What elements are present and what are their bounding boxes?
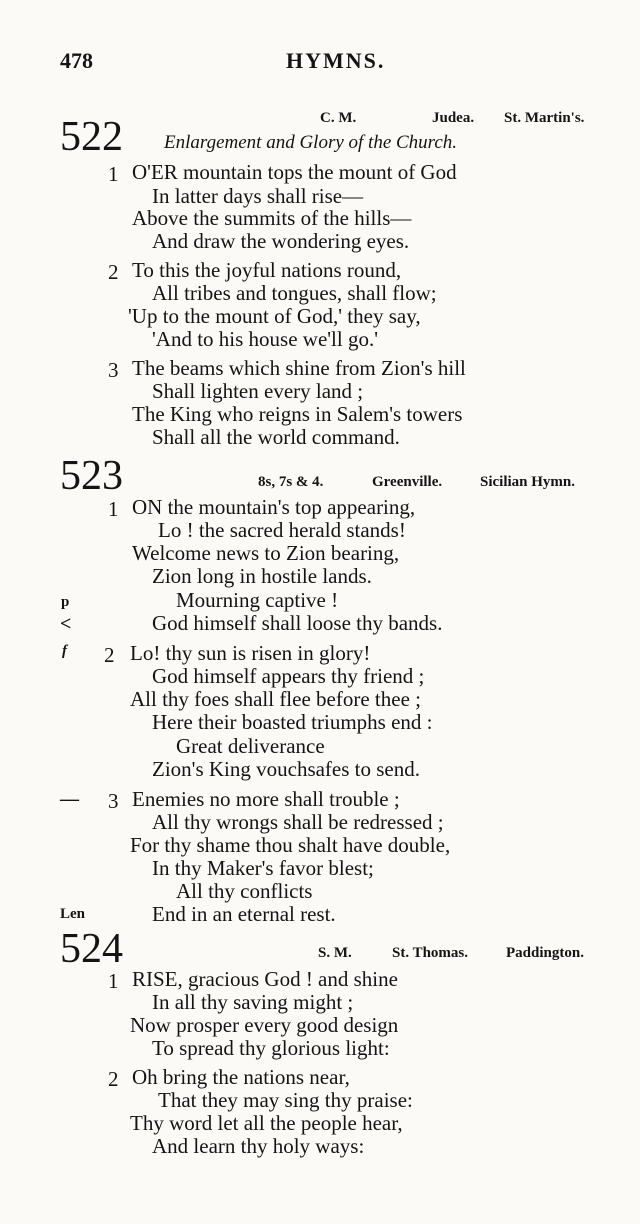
verse-line: Shall lighten every land ; xyxy=(152,379,364,403)
verse-line: Lo ! the sacred herald stands! xyxy=(158,518,406,542)
stanza-number: 2 xyxy=(108,1067,119,1091)
verse-line: All tribes and tongues, shall flow; xyxy=(152,281,437,305)
verse-line: Zion's King vouchsafes to send. xyxy=(152,757,420,781)
hymn-number-522: 522 xyxy=(60,114,123,160)
verse-line: All thy wrongs shall be redressed ; xyxy=(152,810,444,834)
dynamic-mark-dash: — xyxy=(60,789,79,810)
hymn-524-tune-1: St. Thomas. xyxy=(392,945,468,961)
verse-line: Mourning captive ! xyxy=(176,588,339,612)
hymn-524-meter: S. M. xyxy=(318,945,352,961)
hymn-522-tune-2: St. Martin's. xyxy=(504,110,585,126)
dynamic-mark-forte: f xyxy=(62,643,67,659)
verse-line: Great deliverance xyxy=(176,734,325,758)
hymn-522-subtitle: Enlargement and Glory of the Church. xyxy=(164,132,458,153)
stanza-number: 1 xyxy=(108,969,119,993)
verse-line: All thy conflicts xyxy=(176,879,313,903)
hymn-522-meter: C. M. xyxy=(320,110,357,126)
verse-line: Above the summits of the hills— xyxy=(132,206,412,230)
hymn-523-tune-2: Sicilian Hymn. xyxy=(480,474,576,490)
verse-line: Lo! thy sun is risen in glory! xyxy=(130,641,371,665)
verse-line: Welcome news to Zion bearing, xyxy=(132,541,400,565)
hymn-number-524: 524 xyxy=(60,926,123,972)
verse-line: Here their boasted triumphs end : xyxy=(152,710,433,734)
stanza-number: 1 xyxy=(108,497,119,521)
verse-line: Oh bring the nations near, xyxy=(132,1065,350,1089)
verse-line: O'ER mountain tops the mount of God xyxy=(132,160,457,184)
verse-line: RISE, gracious God ! and shine xyxy=(132,967,398,991)
hymn-522-tune-1: Judea. xyxy=(432,110,475,126)
verse-line: The King who reigns in Salem's towers xyxy=(132,402,463,426)
hymn-524-tune-2: Paddington. xyxy=(506,945,584,961)
verse-line: Thy word let all the people hear, xyxy=(130,1111,403,1135)
verse-line: In all thy saving might ; xyxy=(152,990,354,1014)
stanza-number: 1 xyxy=(108,162,119,186)
stanza-number: 3 xyxy=(108,789,119,813)
stanza-number: 2 xyxy=(108,260,119,284)
hymn-number-523: 523 xyxy=(60,453,123,499)
verse-line: All thy foes shall flee before thee ; xyxy=(130,687,421,711)
dynamic-mark-lento: Len xyxy=(60,906,86,922)
verse-line: In thy Maker's favor blest; xyxy=(152,856,374,880)
hymn-523-tune-1: Greenville. xyxy=(372,474,443,490)
verse-line: 'And to his house we'll go.' xyxy=(152,327,379,351)
verse-line: Zion long in hostile lands. xyxy=(152,564,372,588)
verse-line: And learn thy holy ways: xyxy=(152,1134,365,1158)
verse-line: For thy shame thou shalt have double, xyxy=(130,833,451,857)
verse-line: That they may sing thy praise: xyxy=(158,1088,413,1112)
dynamic-mark-crescendo: < xyxy=(60,613,72,635)
verse-line: God himself appears thy friend ; xyxy=(152,664,425,688)
verse-line: And draw the wondering eyes. xyxy=(152,229,410,253)
stanza-number: 3 xyxy=(108,358,119,382)
stanza-number: 2 xyxy=(104,643,115,667)
verse-line: To spread thy glorious light: xyxy=(152,1036,390,1060)
hymn-523-meter: 8s, 7s & 4. xyxy=(258,474,324,490)
verse-line: Shall all the world command. xyxy=(152,425,400,449)
verse-line: 'Up to the mount of God,' they say, xyxy=(128,304,421,328)
page-title: HYMNS. xyxy=(286,48,386,73)
verse-line: To this the joyful nations round, xyxy=(132,258,402,282)
page-number: 478 xyxy=(60,48,93,73)
verse-line: ON the mountain's top appearing, xyxy=(132,495,416,519)
verse-line: The beams which shine from Zion's hill xyxy=(132,356,466,380)
verse-line: Now prosper every good design xyxy=(130,1013,399,1037)
verse-line: End in an eternal rest. xyxy=(152,902,336,926)
verse-line: In latter days shall rise— xyxy=(152,184,364,208)
verse-line: God himself shall loose thy bands. xyxy=(152,611,443,635)
verse-line: Enemies no more shall trouble ; xyxy=(132,787,400,811)
dynamic-mark-piano: p xyxy=(61,594,70,610)
